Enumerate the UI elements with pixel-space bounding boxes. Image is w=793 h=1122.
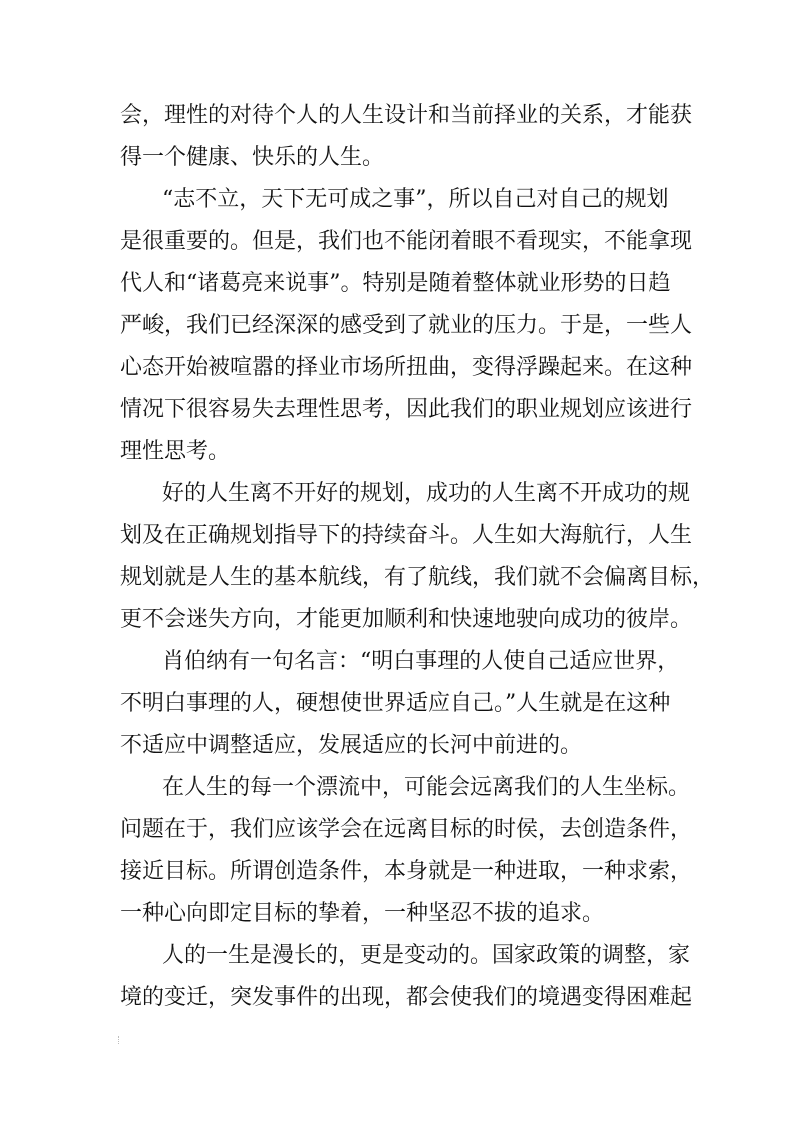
- text-line: 更不会迷失方向，才能更加顺利和快速地驶向成功的彼岸。: [120, 607, 693, 632]
- text-line: 心态开始被喧嚣的择业市场所扭曲，变得浮躁起来。在这种: [120, 355, 693, 380]
- text-line: 代人和“诸葛亮来说事”。特别是随着整体就业形势的日趋: [120, 271, 671, 296]
- text-line: 规划就是人生的基本航线，有了航线，我们就不会偏离目标，: [120, 565, 715, 590]
- text-line: 在人生的每一个漂流中，可能会远离我们的人生坐标。: [162, 775, 691, 800]
- text-line: 是很重要的。但是，我们也不能闭着眼不看现实，不能拿现: [120, 229, 693, 254]
- text-line: 人的一生是漫长的，更是变动的。国家政策的调整，家: [162, 943, 691, 968]
- text-line: 接近目标。所谓创造条件，本身就是一种进取，一种求索，: [120, 859, 693, 884]
- text-line: 划及在正确规划指导下的持续奋斗。人生如大海航行，人生: [120, 523, 693, 548]
- text-line: “志不立，天下无可成之事”，所以自己对自己的规划: [162, 187, 669, 212]
- text-line: 不明白事理的人，硬想使世界适应自己。”人生就是在这种: [120, 691, 671, 716]
- margin-mark: [118, 1036, 120, 1044]
- text-line: 一种心向即定目标的挚着，一种坚忍不拔的追求。: [120, 901, 605, 926]
- text-line: 好的人生离不开好的规划，成功的人生离不开成功的规: [162, 481, 691, 506]
- text-line: 会，理性的对待个人的人生设计和当前择业的关系，才能获: [120, 103, 693, 128]
- text-line: 不适应中调整适应，发展适应的长河中前进的。: [120, 733, 583, 758]
- text-line: 理性思考。: [120, 439, 231, 464]
- text-line: 严峻，我们已经深深的感受到了就业的压力。于是，一些人: [120, 313, 693, 338]
- text-line: 情况下很容易失去理性思考，因此我们的职业规划应该进行: [120, 397, 693, 422]
- text-line: 问题在于，我们应该学会在远离目标的时侯，去创造条件，: [120, 817, 693, 842]
- text-line: 得一个健康、快乐的人生。: [120, 145, 385, 170]
- text-line: 肖伯纳有一句名言：“明白事理的人使自己适应世界，: [162, 649, 680, 674]
- text-line: 境的变迁，突发事件的出现，都会使我们的境遇变得困难起: [120, 985, 693, 1010]
